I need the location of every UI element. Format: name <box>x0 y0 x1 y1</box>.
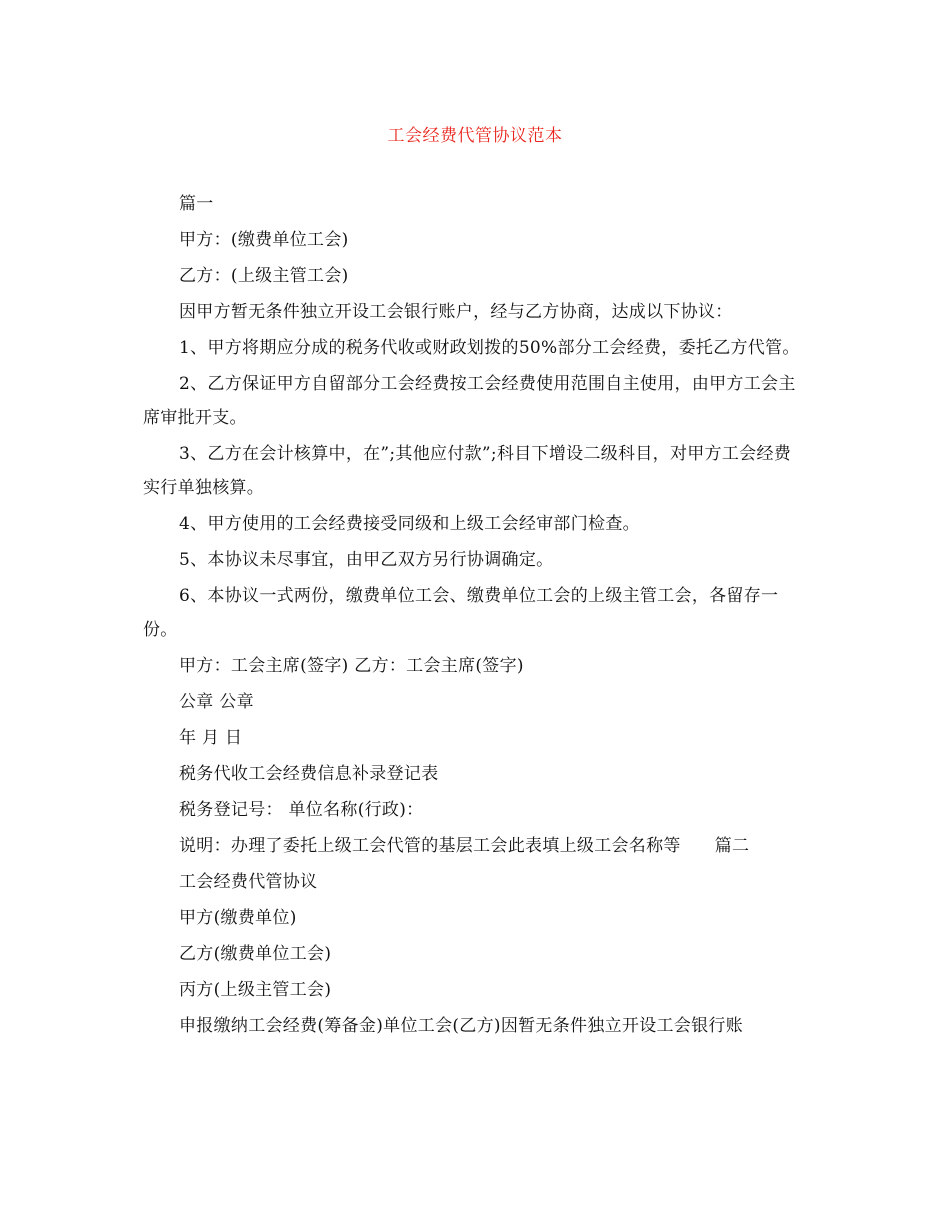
document-title: 工会经费代管协议范本 <box>387 126 563 146</box>
party-b: 乙方：(上级主管工会) <box>179 266 349 286</box>
clause-2: 2、乙方保证甲方自留部分工会经费按工会经费使用范围自主使用，由甲方工会主席审批开支。 <box>143 374 796 428</box>
form-fields: 税务登记号： 单位名称(行政)： <box>179 800 424 820</box>
document-body <box>143 192 808 1050</box>
clause-3: 3、乙方在会计核算中，在”;其他应付款”;科目下增设二级科目，对甲方工会经费实行单独核算。 <box>143 444 792 498</box>
preamble: 因甲方暂无条件独立开设工会银行账户，经与乙方协商，达成以下协议： <box>179 302 733 322</box>
agreement-title: 工会经费代管协议 <box>179 872 318 892</box>
date-line: 年 月 日 <box>179 728 243 748</box>
party-a-2: 甲方(缴费单位) <box>179 908 297 928</box>
note-line <box>143 834 808 858</box>
note-text: 说明：办理了委托上级工会代管的基层工会此表填上级工会名称等 <box>179 836 681 856</box>
party-b-2: 乙方(缴费单位工会) <box>179 944 332 964</box>
clause-6: 6、本协议一式两份，缴费单位工会、缴费单位工会的上级主管工会，各留存一份。 <box>143 586 779 640</box>
form-title: 税务代收工会经费信息补录登记表 <box>179 764 439 784</box>
party-c-2: 丙方(上级主管工会) <box>179 980 332 1000</box>
section-heading-2: 篇二 <box>714 836 750 856</box>
clause-1: 1、甲方将期应分成的税务代收或财政划拨的50%部分工会经费，委托乙方代管。 <box>179 338 800 358</box>
signature-line: 甲方：工会主席(签字) 乙方：工会主席(签字) <box>179 656 524 676</box>
section-heading: 篇一 <box>179 194 214 214</box>
preamble-2: 申报缴纳工会经费(筹备金)单位工会(乙方)因暂无条件独立开设工会银行账 <box>179 1016 744 1036</box>
clause-4: 4、甲方使用的工会经费接受同级和上级工会经审部门检查。 <box>179 514 640 534</box>
clause-5: 5、本协议未尽事宜，由甲乙双方另行协调确定。 <box>179 550 554 570</box>
party-a: 甲方：(缴费单位工会) <box>179 230 349 250</box>
seal-line: 公章 公章 <box>179 692 254 712</box>
